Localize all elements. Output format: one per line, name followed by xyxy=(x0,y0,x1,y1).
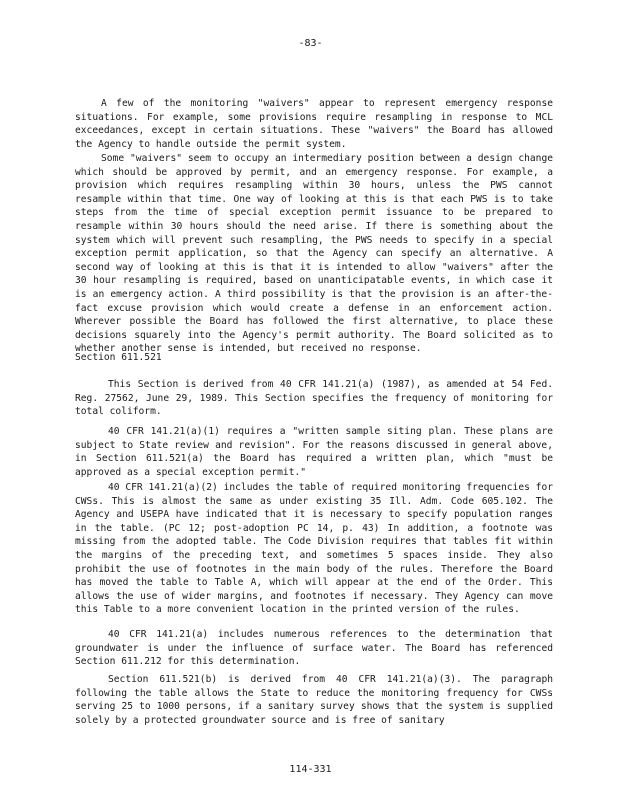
paragraph-monitoring-frequency-table: 40 CFR 141.21(a)(2) includes the table of required monitoring frequencies for CWSs. This is almost the same as under existing 35 Ill. Adm. Code 605.102. The Agency and USEPA have indicated that it is necessary to specify population ranges in the table. (PC 12; post-adoption PC 14, p. 43) In addition, a footnote was missing from the adopted table. The Code Division requires that tables fit within the margins of the preceding text, and sometimes 5 spaces inside. They also prohibit the use of footnotes in the main body of the rules. Therefore the Board has moved the table to Table A, which will appear at the end of the Order. This allows the use of wider margins, and footnotes if necessary. They Agency can move this Table to a more convenient location in the printed version of the rules. xyxy=(75,482,553,616)
paragraph-intermediary-waivers: Some "waivers" seem to occupy an intermediary position between a design change which should be approved by permit, and an emergency response. For example, a provision which requires resampling within 30 hours, unless the PWS cannot resample within that time. One way of looking at this is that each PWS is to take steps from the time of special exception permit issuance to be prepared to resample within 30 hours should the need arise. If there is something about the system which will prevent such resampling, the PWS needs to specify in a special exception permit application, so that the Agency can specify an alternative. A second way of looking at this is that it is intended to allow "waivers" after the 30 hour resampling is required, based on unanticipatable events, in which case it is an emergency action. A third possibility is that the provision is an after-the-fact excuse provision which would create a defense in an enforcement action. Wherever possible the Board has followed the first alternative, to place these decisions squarely into the Agency's permit authority. The Board solicited as to whether another sense is intended, but received no response. xyxy=(75,153,553,355)
page-footer: 114-331 xyxy=(289,764,332,775)
page-number: -83- xyxy=(298,38,323,49)
paragraph-groundwater-influence: 40 CFR 141.21(a) includes numerous references to the determination that groundwater is under the influence of surface water. The Board has referenced Section 611.212 for this determination. xyxy=(75,629,553,668)
paragraph-emergency-waivers: A few of the monitoring "waivers" appear to represent emergency response situations. For example, some provisions require resampling in response to MCL exceedances, except in certain situations. These "waivers" the Board has allowed the Agency to handle outside the permit system. xyxy=(75,98,553,150)
paragraph-section-derivation: This Section is derived from 40 CFR 141.21(a) (1987), as amended at 54 Fed. Reg. 27562, June 29, 1989. This Section specifies the frequency of monitoring for total coliform. xyxy=(75,379,553,418)
paragraph-siting-plan: 40 CFR 141.21(a)(1) requires a "written sample siting plan. These plans are subject to State review and revision". For the reasons discussed in general above, in Section 611.521(a) the Board has required a written plan, which "must be approved as a special exception permit." xyxy=(75,426,553,478)
section-heading: Section 611.521 xyxy=(75,352,162,363)
paragraph-reduced-frequency: Section 611.521(b) is derived from 40 CFR 141.21(a)(3). The paragraph following the table allows the State to reduce the monitoring frequency for CWSs serving 25 to 1000 persons, if a sanitary survey shows that the system is supplied solely by a protected groundwater source and is free of sanitary xyxy=(75,674,553,726)
